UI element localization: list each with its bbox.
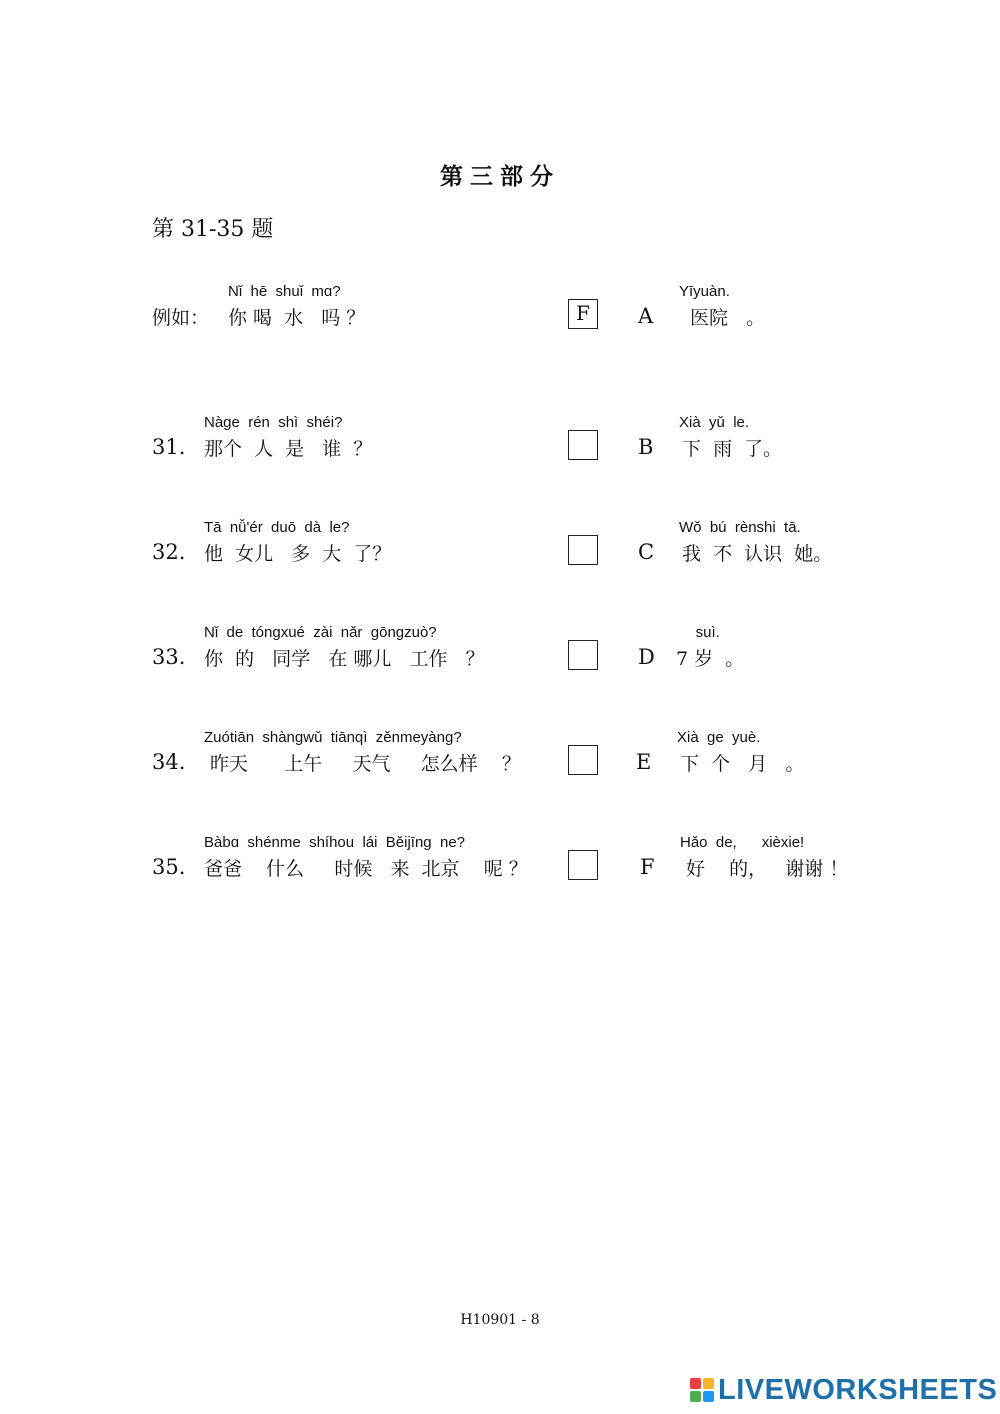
question-pinyin: Bàbɑ shénme shíhou lái Běijīng ne? bbox=[204, 834, 466, 851]
answer-pinyin: Hǎo de, xièxie! bbox=[680, 834, 805, 851]
question-hanzi: 爸爸 什么 时候 来 北京 呢 ？ bbox=[204, 858, 528, 880]
section-title: 第三部分 bbox=[440, 163, 560, 190]
answer-letter: F bbox=[640, 855, 655, 879]
question-pinyin: Nǐ de tóngxué zài nǎr gōngzuò? bbox=[204, 624, 437, 641]
answer-box-34[interactable] bbox=[568, 745, 598, 775]
question-pinyin: Zuótiān shàngwǔ tiānqì zěnmeyàng? bbox=[204, 729, 462, 746]
question-number: 34. bbox=[152, 750, 186, 774]
question-number: 33. bbox=[152, 645, 186, 669]
answer-pinyin: Xià yǔ le. bbox=[679, 414, 750, 431]
answer-box-35[interactable] bbox=[568, 850, 598, 880]
question-number: 32. bbox=[152, 540, 186, 564]
question-hanzi: 昨天 上午 天气 怎么样 ？ bbox=[204, 753, 521, 775]
answer-hanzi: 我 不 认识 她。 bbox=[682, 543, 833, 565]
answer-letter: C bbox=[638, 540, 655, 564]
question-hanzi: 他 女儿 多 大 了？ bbox=[204, 543, 392, 565]
answer-box-31[interactable] bbox=[568, 430, 598, 460]
answer-hanzi: 下 雨 了。 bbox=[682, 438, 783, 460]
liveworksheets-logo-text: LIVEWORKSHEETS bbox=[718, 1373, 998, 1406]
answer-letter: E bbox=[636, 750, 652, 774]
question-hanzi: 你 的 同学 在 哪儿 工作 ？ bbox=[204, 648, 485, 670]
question-pinyin: Nàge rén shì shéi? bbox=[204, 414, 343, 431]
question-pinyin: Tā nǚ'ér duō dà le? bbox=[204, 519, 350, 536]
question-number: 35. bbox=[152, 855, 186, 879]
example-row bbox=[0, 283, 1000, 353]
example-pinyin: Nǐ hē shuǐ mɑ? bbox=[228, 283, 341, 300]
answer-letter: B bbox=[638, 435, 654, 459]
answer-letter: D bbox=[638, 645, 655, 669]
answer-letter: A bbox=[638, 304, 654, 328]
answer-hanzi: 好 的， 谢谢 ！ bbox=[686, 858, 849, 880]
question-row-33 bbox=[0, 624, 1000, 694]
question-number: 31. bbox=[152, 435, 186, 459]
question-row-35 bbox=[0, 834, 1000, 904]
question-row-34 bbox=[0, 729, 1000, 799]
answer-hanzi: 7 岁 。 bbox=[676, 648, 745, 670]
answer-pinyin: Wǒ bú rènshi tā. bbox=[679, 519, 801, 536]
answer-pinyin: suì. bbox=[679, 624, 720, 641]
answer-pinyin: Xià ge yuè. bbox=[677, 729, 761, 746]
answer-box-32[interactable] bbox=[568, 535, 598, 565]
subtitle: 第 31-35 题 bbox=[152, 217, 274, 242]
liveworksheets-logo bbox=[690, 1372, 997, 1408]
answer-hanzi: 医院 。 bbox=[690, 307, 766, 329]
page-footer: H10901 - 8 bbox=[460, 1312, 540, 1328]
question-hanzi: 那个 人 是 谁 ？ bbox=[204, 438, 373, 460]
example-answer-box: F bbox=[568, 299, 598, 329]
answer-pinyin: Yīyuàn. bbox=[679, 283, 730, 300]
question-row-32 bbox=[0, 519, 1000, 589]
example-label: 例如： bbox=[152, 307, 210, 329]
liveworksheets-logo-icon bbox=[690, 1378, 714, 1402]
example-hanzi: 你 喝 水 吗 ？ bbox=[228, 307, 366, 329]
answer-box-33[interactable] bbox=[568, 640, 598, 670]
question-row-31 bbox=[0, 414, 1000, 484]
answer-hanzi: 下 个 月 。 bbox=[680, 753, 805, 775]
